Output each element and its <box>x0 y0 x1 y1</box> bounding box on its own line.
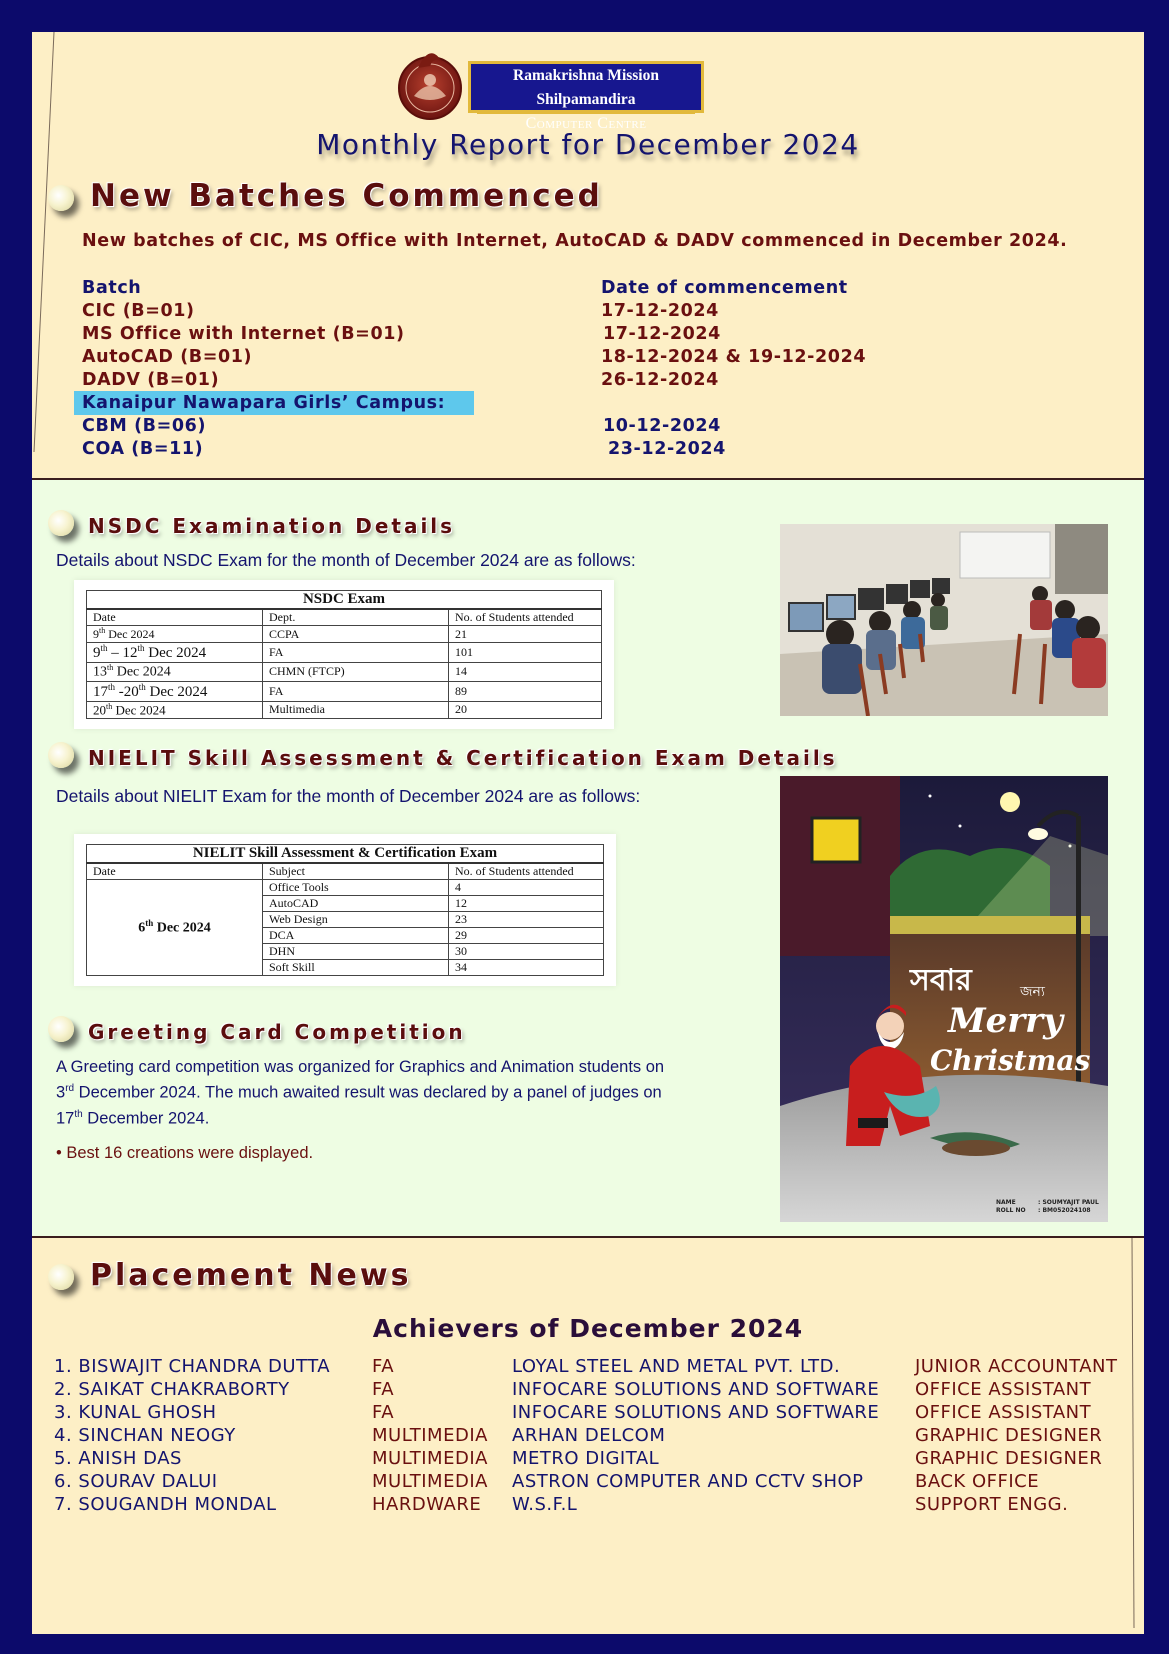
new-batches-intro: New batches of CIC, MS Office with Internet, AutoCAD & DADV commenced in December 2024. <box>82 231 1068 251</box>
logo-line2: Computer Centre <box>525 115 647 132</box>
greeting-bullet: • Best 16 creations were displayed. <box>56 1144 314 1162</box>
table-row <box>87 701 602 718</box>
nsdc-count-cell: 14 <box>449 663 602 682</box>
nielit-count-cell: 23 <box>449 912 604 928</box>
achiever-name: 7. SOUGANDH MONDAL <box>54 1494 277 1515</box>
achiever-company: W.S.F.L <box>512 1494 578 1515</box>
logo-line1: Ramakrishna Mission Shilpamandira <box>477 64 695 114</box>
logo <box>396 40 706 132</box>
nsdc-dept-cell: CCPA <box>263 626 449 643</box>
achiever-name: 5. ANISH DAS <box>54 1448 182 1469</box>
nsdc-table-title: NSDC Exam <box>87 591 602 610</box>
date-column-header: Date of commencement <box>601 278 848 298</box>
batch-date: 17-12-2024 <box>601 301 719 321</box>
report-page <box>32 32 1144 1634</box>
card-merry-text: Merry <box>948 1001 1063 1041</box>
achiever-role: GRAPHIC DESIGNER <box>915 1425 1103 1446</box>
nielit-subject-cell: Office Tools <box>263 880 449 896</box>
placement-subheading: Achievers of December 2024 <box>372 1314 804 1343</box>
table-row <box>87 681 602 701</box>
achiever-role: SUPPORT ENGG. <box>915 1494 1069 1515</box>
exams-section <box>32 478 1144 1238</box>
nsdc-date-cell: 20th Dec 2024 <box>87 701 263 718</box>
achiever-role: JUNIOR ACCOUNTANT <box>915 1356 1118 1377</box>
card-bengali-text: সবার <box>910 963 972 998</box>
nsdc-count-cell: 20 <box>449 701 602 718</box>
batch-name: AutoCAD (B=01) <box>82 347 253 367</box>
nielit-heading: NIELIT Skill Assessment & Certification Exam Details <box>88 746 838 770</box>
batch-name: MS Office with Internet (B=01) <box>82 324 405 344</box>
nsdc-header-count: No. of Students attended <box>449 609 602 626</box>
christmas-card-illustration <box>780 776 1108 1222</box>
nielit-subject-cell: DCA <box>263 928 449 944</box>
nielit-header-date: Date <box>87 863 263 880</box>
new-batches-heading: New Batches Commenced <box>90 178 603 214</box>
section-bullet-icon <box>48 1016 74 1042</box>
nielit-table <box>86 844 604 976</box>
greeting-line: 3rd December 2024. The much awaited result was declared by a panel of judges on <box>56 1083 662 1102</box>
achiever-name: 6. SOURAV DALUI <box>54 1471 218 1492</box>
nsdc-dept-cell: FA <box>263 643 449 663</box>
nsdc-dept-cell: CHMN (FTCP) <box>263 663 449 682</box>
greeting-line: 17th December 2024. <box>56 1108 210 1127</box>
nielit-intro: Details about NIELIT Exam for the month of December 2024 are as follows: <box>56 786 641 806</box>
new-batches-section <box>32 32 1144 478</box>
card-roll-value: : BM052024108 <box>1038 1207 1091 1214</box>
achiever-role: OFFICE ASSISTANT <box>915 1402 1092 1423</box>
table-row <box>87 643 602 663</box>
campus-batch-date: 23-12-2024 <box>608 439 726 459</box>
batch-column-header: Batch <box>82 278 142 298</box>
section-bullet-icon <box>48 185 74 211</box>
achiever-company: METRO DIGITAL <box>512 1448 660 1469</box>
nielit-subject-cell: Web Design <box>263 912 449 928</box>
nielit-subject-cell: AutoCAD <box>263 896 449 912</box>
report-title: Monthly Report for December 2024 <box>316 128 860 161</box>
achiever-role: BACK OFFICE <box>915 1471 1040 1492</box>
nielit-table-title: NIELIT Skill Assessment & Certification Exam <box>87 845 604 864</box>
nsdc-dept-cell: Multimedia <box>263 701 449 718</box>
achiever-dept: FA <box>372 1356 395 1377</box>
batch-name: CIC (B=01) <box>82 301 195 321</box>
nielit-count-cell: 12 <box>449 896 604 912</box>
placement-heading: Placement News <box>90 1258 412 1293</box>
placement-section <box>32 1238 1144 1634</box>
nielit-subject-cell: Soft Skill <box>263 960 449 976</box>
greeting-card-image <box>780 776 1108 1222</box>
achiever-company: LOYAL STEEL AND METAL PVT. LTD. <box>512 1356 841 1377</box>
table-row <box>87 880 604 896</box>
classroom-illustration <box>780 524 1108 716</box>
table-row <box>87 663 602 682</box>
nielit-header-count: No. of Students attended <box>449 863 604 880</box>
achiever-name: 2. SAIKAT CHAKRABORTY <box>54 1379 290 1400</box>
card-christmas-text: Christmas <box>930 1044 1091 1077</box>
achiever-company: ARHAN DELCOM <box>512 1425 666 1446</box>
nsdc-table <box>86 590 602 719</box>
section-bullet-icon <box>48 742 74 768</box>
batch-name: DADV (B=01) <box>82 370 220 390</box>
nsdc-header-date: Date <box>87 609 263 626</box>
nsdc-table-card <box>74 580 614 729</box>
card-roll-label: ROLL NO <box>996 1207 1026 1214</box>
nielit-table-card <box>74 834 616 986</box>
achiever-role: OFFICE ASSISTANT <box>915 1379 1092 1400</box>
batch-date: 26-12-2024 <box>601 370 719 390</box>
nielit-subject-cell: DHN <box>263 944 449 960</box>
achiever-name: 1. BISWAJIT CHANDRA DUTTA <box>54 1356 331 1377</box>
achiever-role: GRAPHIC DESIGNER <box>915 1448 1103 1469</box>
batch-date: 18-12-2024 & 19-12-2024 <box>601 347 867 367</box>
card-bengali-small-text: জন্য <box>1020 984 1045 1000</box>
batch-date: 17-12-2024 <box>603 324 721 344</box>
achiever-dept: FA <box>372 1402 395 1423</box>
nielit-date-cell: 6th Dec 2024 <box>87 880 263 976</box>
nsdc-intro: Details about NSDC Exam for the month of December 2024 are as follows: <box>56 550 636 570</box>
exam-classroom-photo <box>780 524 1108 716</box>
nielit-count-cell: 4 <box>449 880 604 896</box>
nsdc-date-cell: 17th -20th Dec 2024 <box>87 681 263 701</box>
achiever-dept: MULTIMEDIA <box>372 1425 488 1446</box>
mission-emblem-icon <box>396 40 466 122</box>
section-bullet-icon <box>48 1264 74 1290</box>
campus-label: Kanaipur Nawapara Girls’ Campus: <box>74 391 474 415</box>
page-fold-decoration <box>32 32 62 472</box>
achiever-dept: MULTIMEDIA <box>372 1448 488 1469</box>
achiever-dept: FA <box>372 1379 395 1400</box>
achiever-name: 3. KUNAL GHOSH <box>54 1402 217 1423</box>
table-row <box>87 626 602 643</box>
nielit-count-cell: 29 <box>449 928 604 944</box>
campus-batch-name: COA (B=11) <box>82 439 204 459</box>
nsdc-date-cell: 13th Dec 2024 <box>87 663 263 682</box>
card-name-value: : SOUMYAJIT PAUL <box>1038 1199 1099 1206</box>
achiever-dept: MULTIMEDIA <box>372 1471 488 1492</box>
nsdc-header-dept: Dept. <box>263 609 449 626</box>
nsdc-heading: NSDC Examination Details <box>88 514 456 538</box>
achievers-list <box>54 1356 1144 1526</box>
achiever-company: INFOCARE SOLUTIONS AND SOFTWARE <box>512 1379 880 1400</box>
nsdc-date-cell: 9th Dec 2024 <box>87 626 263 643</box>
logo-banner <box>468 61 704 132</box>
achiever-company: ASTRON COMPUTER AND CCTV SHOP <box>512 1471 864 1492</box>
greeting-description <box>56 1056 736 1129</box>
card-name-label: NAME <box>996 1199 1016 1206</box>
page-fold-decoration <box>1112 1238 1144 1634</box>
nsdc-dept-cell: FA <box>263 681 449 701</box>
greeting-line: A Greeting card competition was organized for Graphics and Animation students on <box>56 1058 665 1076</box>
achiever-company: INFOCARE SOLUTIONS AND SOFTWARE <box>512 1402 880 1423</box>
achiever-dept: HARDWARE <box>372 1494 482 1515</box>
section-bullet-icon <box>48 510 74 536</box>
nsdc-count-cell: 101 <box>449 643 602 663</box>
nielit-count-cell: 34 <box>449 960 604 976</box>
nsdc-count-cell: 89 <box>449 681 602 701</box>
nielit-header-subject: Subject <box>263 863 449 880</box>
campus-batch-date: 10-12-2024 <box>603 416 721 436</box>
nielit-count-cell: 30 <box>449 944 604 960</box>
nsdc-count-cell: 21 <box>449 626 602 643</box>
greeting-heading: Greeting Card Competition <box>88 1020 466 1044</box>
achiever-name: 4. SINCHAN NEOGY <box>54 1425 236 1446</box>
nsdc-date-cell: 9th – 12th Dec 2024 <box>87 643 263 663</box>
campus-batch-name: CBM (B=06) <box>82 416 207 436</box>
